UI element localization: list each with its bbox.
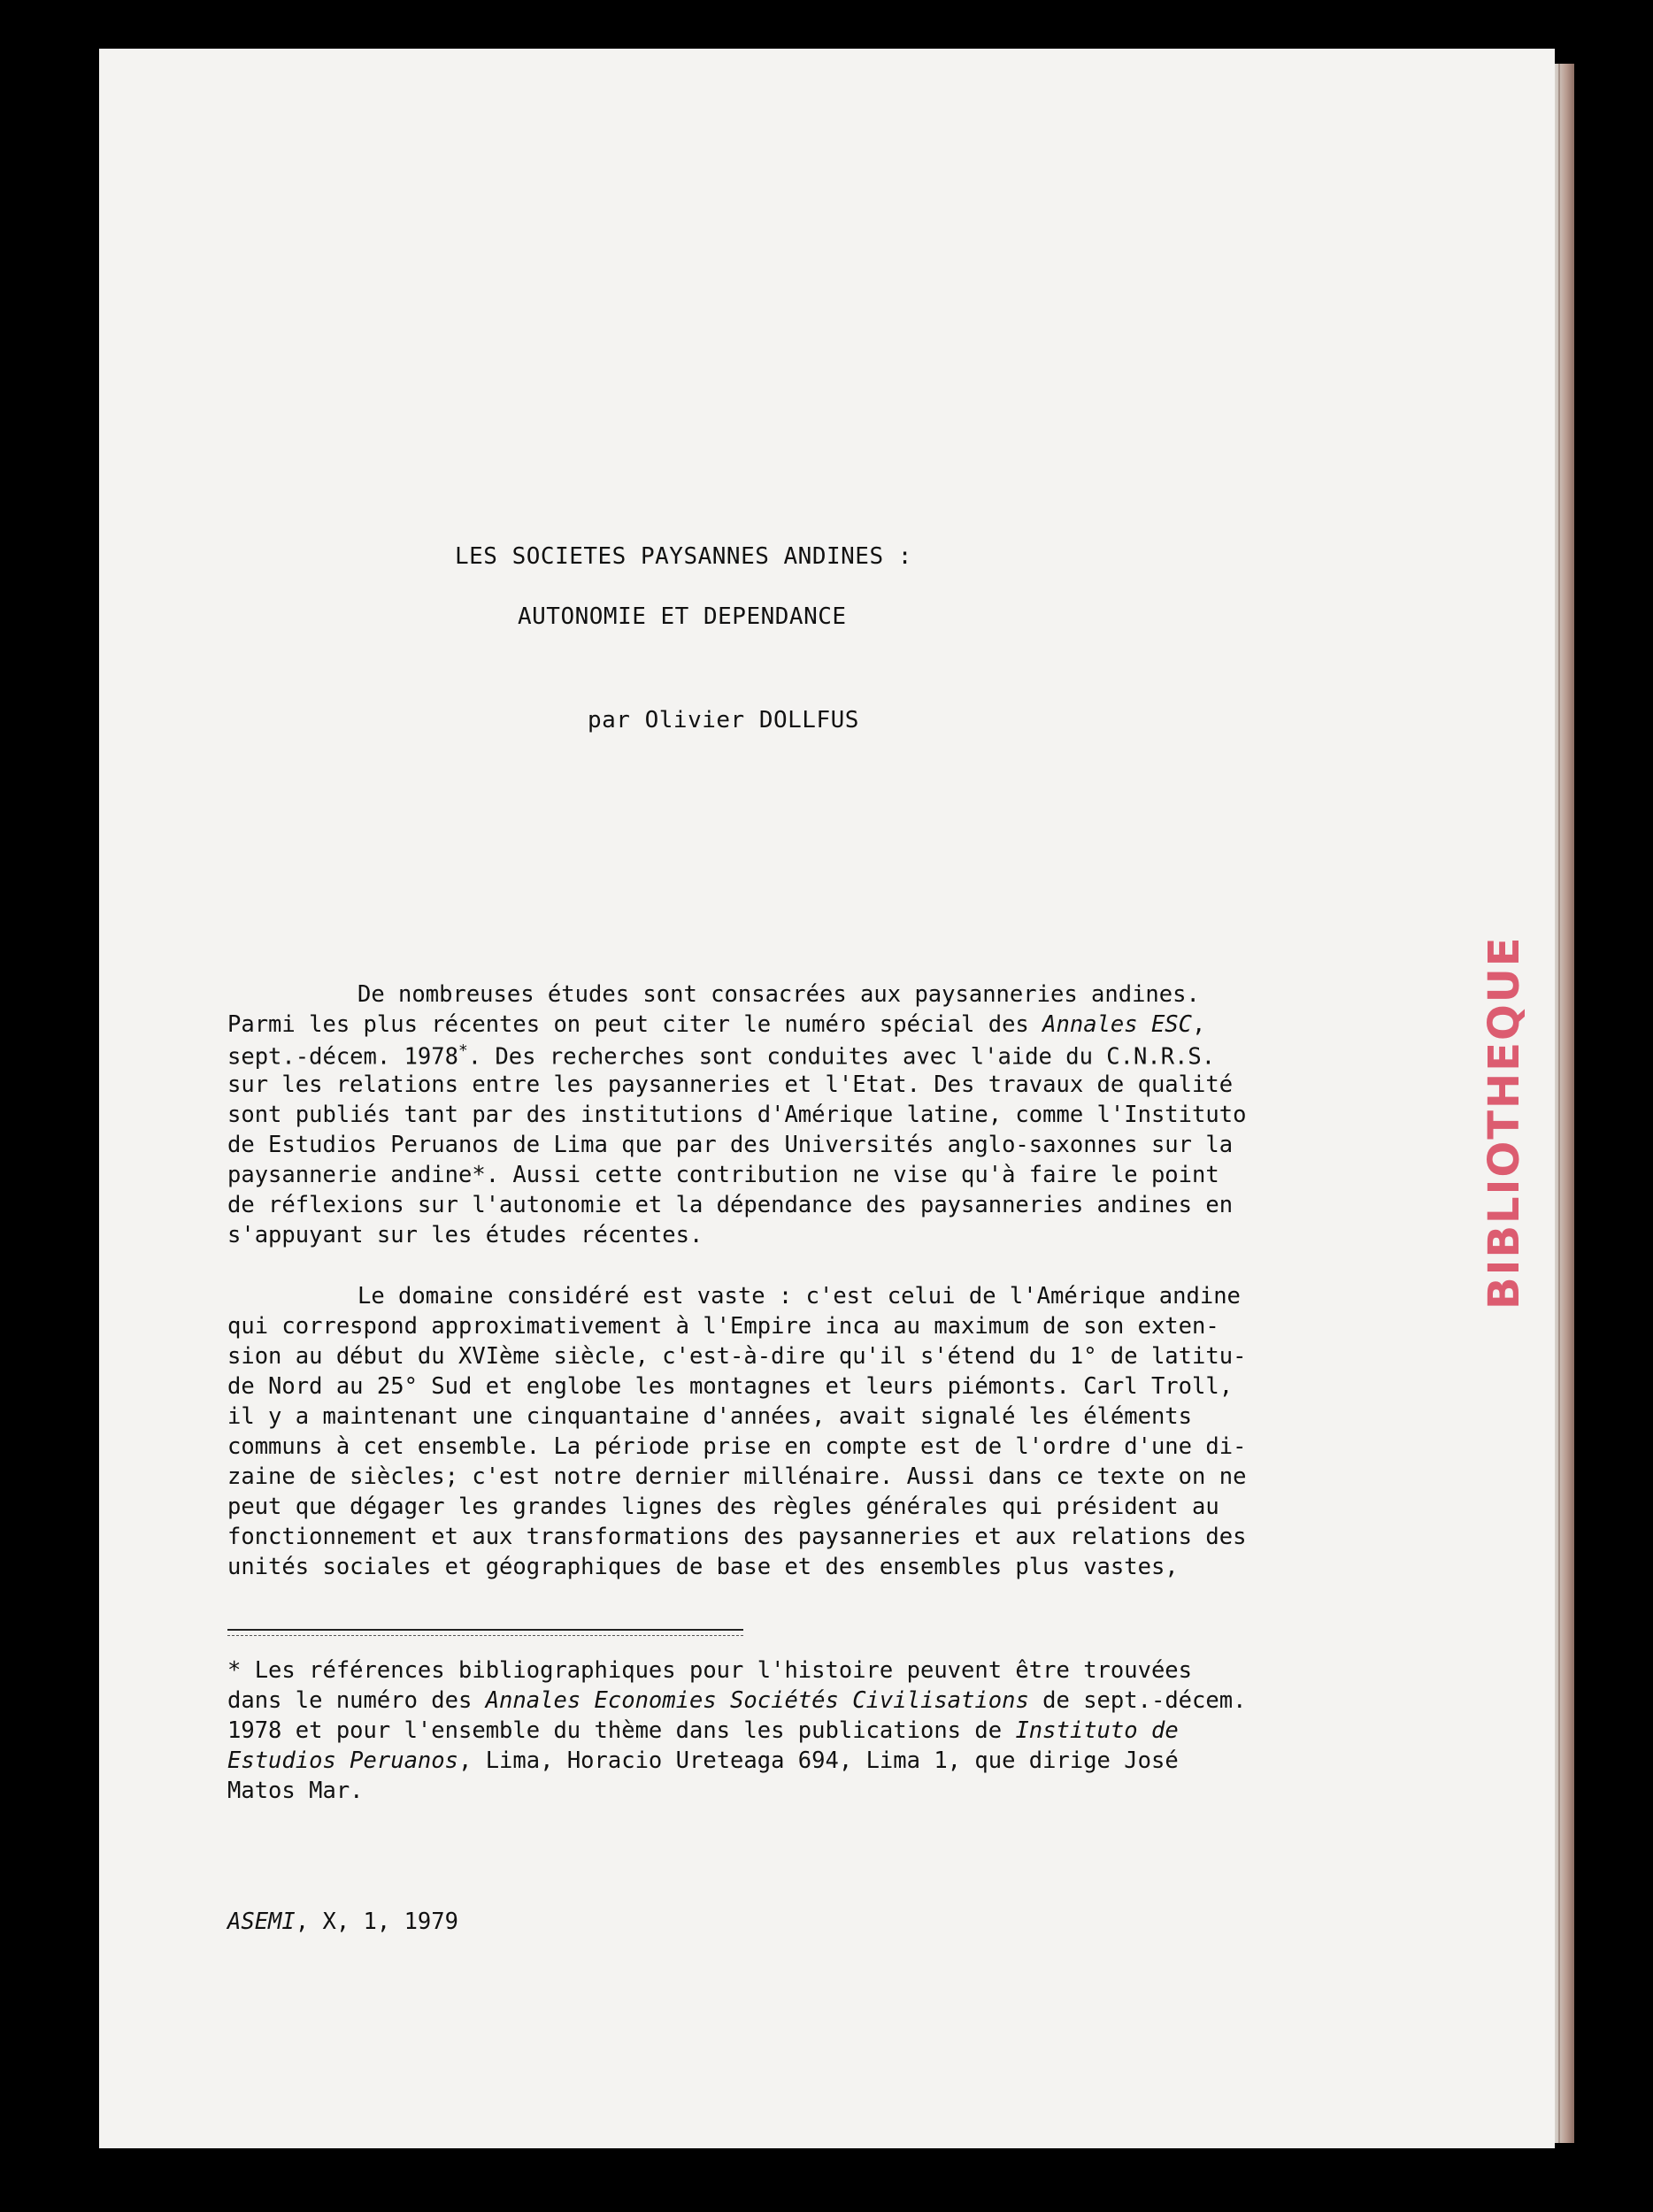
p1-line [227, 1011, 1205, 1038]
p1-text: , [1192, 1011, 1206, 1038]
p1-line: sur les relations entre les paysanneries et l'Etat. Des travaux de qualité [227, 1071, 1234, 1098]
institution-name: Estudios Peruanos [227, 1747, 458, 1774]
footnote-line [227, 1717, 1179, 1744]
footnote-separator-dashed [227, 1635, 743, 1636]
p2-line: unités sociales et géographiques de base et des ensembles plus vastes, [227, 1554, 1179, 1580]
page-edge [1555, 64, 1574, 2143]
p1-line: paysannerie andine*. Aussi cette contribution ne vise qu'à faire le point [227, 1162, 1219, 1188]
p2-line: peut que dégager les grandes lignes des règles générales qui président au [227, 1494, 1219, 1520]
institution-name: Instituto de [1015, 1717, 1179, 1744]
footnote-text: dans le numéro des [227, 1687, 486, 1714]
article-title-line1: LES SOCIETES PAYSANNES ANDINES : [455, 543, 912, 570]
p2-line: il y a maintenant une cinquantaine d'années, avait signalé les éléments [227, 1403, 1193, 1430]
p1-line [227, 1041, 1215, 1071]
p2-line: sion au début du XVIème siècle, c'est-à-dire qu'il s'étend du 1° de latitu- [227, 1343, 1247, 1370]
journal-title: Annales Economies Sociétés Civilisations [485, 1687, 1029, 1714]
article-title-line2: AUTONOMIE ET DEPENDANCE [518, 603, 847, 630]
p2-line: qui correspond approximativement à l'Empire inca au maximum de son exten- [227, 1313, 1219, 1340]
article-author: par Olivier DOLLFUS [588, 707, 859, 733]
p2-line: de Nord au 25° Sud et englobe les montagnes et leurs piémonts. Carl Troll, [227, 1373, 1234, 1400]
library-stamp: BIBLIOTHEQUE [1480, 935, 1529, 1310]
footnote-marker: * [458, 1041, 468, 1060]
journal-citation [227, 1909, 458, 1935]
p1-line: de Estudios Peruanos de Lima que par des Universités anglo-saxonnes sur la [227, 1132, 1234, 1158]
p1-text: sept.-décem. 1978 [227, 1043, 458, 1071]
p2-line: fonctionnement et aux transformations des paysanneries et aux relations des [227, 1524, 1247, 1550]
footnote-line [227, 1687, 1246, 1714]
p1-line: sont publiés tant par des institutions d'Amérique latine, comme l'Instituto [227, 1102, 1247, 1128]
footnote-separator [227, 1629, 743, 1631]
document-page [99, 49, 1555, 2148]
citation-details: , X, 1, 1979 [295, 1909, 458, 1935]
p1-line: De nombreuses études sont consacrées aux paysanneries andines. [358, 981, 1200, 1008]
p1-line: s'appuyant sur les études récentes. [227, 1222, 703, 1248]
footnote-line: * Les références bibliographiques pour l'histoire peuvent être trouvées [227, 1657, 1193, 1684]
footnote-text: 1978 et pour l'ensemble du thème dans les publications de [227, 1717, 1016, 1744]
p2-line: communs à cet ensemble. La période prise en compte est de l'ordre d'une di- [227, 1433, 1247, 1460]
journal-abbrev: ASEMI [227, 1909, 296, 1935]
journal-title: Annales ESC [1042, 1011, 1193, 1038]
footnote-line [227, 1747, 1179, 1774]
footnote-text: de sept.-décem. [1028, 1687, 1247, 1714]
p2-line: Le domaine considéré est vaste : c'est celui de l'Amérique andine [358, 1283, 1241, 1310]
p2-line: zaine de siècles; c'est notre dernier millénaire. Aussi dans ce texte on ne [227, 1463, 1247, 1490]
footnote-text: , Lima, Horacio Ureteaga 694, Lima 1, que dirige José [458, 1747, 1179, 1774]
p1-text: . Des recherches sont conduites avec l'aide du C.N.R.S. [467, 1043, 1216, 1071]
p1-text: Parmi les plus récentes on peut citer le numéro spécial des [227, 1011, 1043, 1038]
p1-line: de réflexions sur l'autonomie et la dépendance des paysanneries andines en [227, 1192, 1234, 1218]
footnote-line: Matos Mar. [227, 1778, 364, 1804]
